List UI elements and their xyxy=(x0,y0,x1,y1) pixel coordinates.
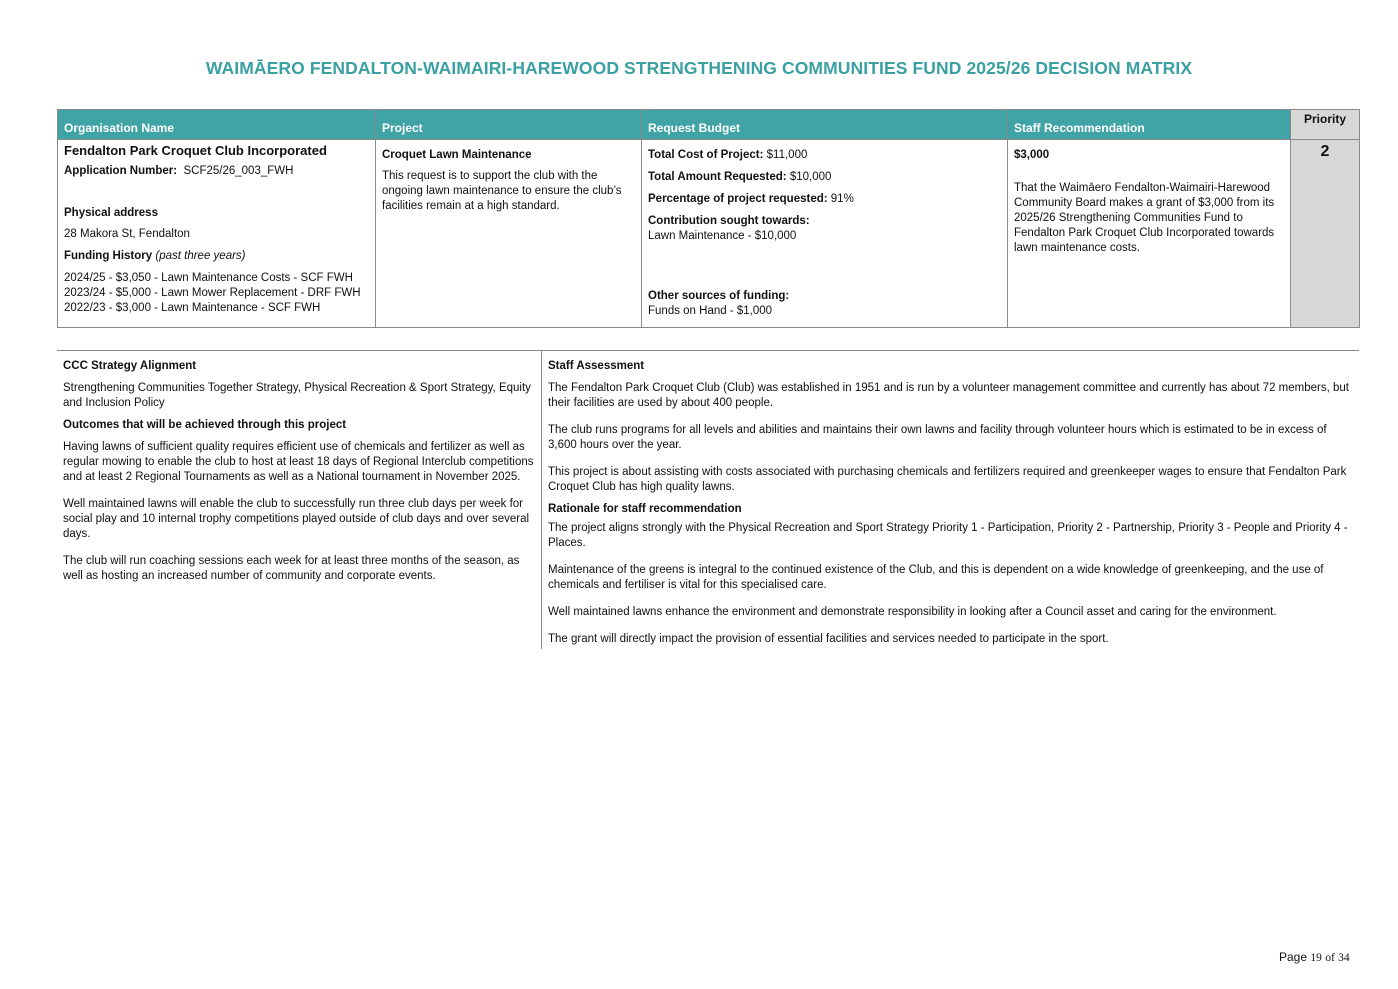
physical-address-value: 28 Makora St, Fendalton xyxy=(64,228,190,240)
outcomes-heading: Outcomes that will be achieved through this project xyxy=(63,419,347,431)
amount-requested-label: Total Amount Requested: xyxy=(648,171,787,183)
total-cost-label: Total Cost of Project: xyxy=(648,149,764,161)
funding-history-label: Funding History xyxy=(64,250,153,262)
assessment-paragraph: This project is about assisting with costs associated with purchasing chemicals and fertilizers required and greenkeeper wages to ensure that Fendalton Park Croquet Club has high quality lawns. xyxy=(548,466,1347,493)
assessment-section xyxy=(57,350,1359,649)
table-row xyxy=(58,140,1360,328)
organisation-name: Fendalton Park Croquet Club Incorporated xyxy=(64,143,327,158)
recommendation-cell xyxy=(1008,140,1291,328)
rationale-paragraph: Maintenance of the greens is integral to the continued existence of the Club, and this is dependent on a wide knowledge of greenkeeping, and the use of chemicals and fertiliser is vital for this specialised care. xyxy=(548,564,1324,591)
strategy-text: Strengthening Communities Together Strategy, Physical Recreation & Sport Strategy, Equity and Inclusion Policy xyxy=(63,382,531,409)
rationale-paragraph: Well maintained lawns enhance the environment and demonstrate responsibility in looking after a Council asset and caring for the environment. xyxy=(548,606,1277,618)
total-cost-value: $11,000 xyxy=(766,149,808,161)
funding-history-item: 2024/25 - $3,050 - Lawn Maintenance Costs - SCF FWH xyxy=(64,272,353,284)
recommendation-amount: $3,000 xyxy=(1014,149,1050,161)
outcome-paragraph: Well maintained lawns will enable the club to successfully run three club days per week for social play and 10 internal trophy competitions played outside of club days and over several days. xyxy=(63,498,530,540)
assessment-paragraph: The club runs programs for all levels and abilities and maintains their own lawns and facility through volunteer hours which is estimated to be in excess of 3,600 hours over the year. xyxy=(548,424,1327,451)
physical-address-label: Physical address xyxy=(64,207,158,219)
organisation-cell xyxy=(58,140,376,328)
page-number xyxy=(1279,950,1350,964)
recommendation-text: That the Waimāero Fendalton-Waimairi-Harewood Community Board makes a grant of $3,000 from its 2025/26 Strengthening Communities Fund to Fendalton Park Croquet Club Incorporated towards lawn maintenance costs. xyxy=(1014,182,1275,254)
header-recommendation: Staff Recommendation xyxy=(1008,110,1291,140)
header-project: Project xyxy=(376,110,642,140)
outcome-paragraph: The club will run coaching sessions each week for at least three months of the season, as well as hosting an increased number of community and corporate events. xyxy=(63,555,520,582)
project-cell xyxy=(376,140,642,328)
other-funding-label: Other sources of funding: xyxy=(648,290,790,302)
strategy-column xyxy=(63,359,537,596)
staff-assessment-heading: Staff Assessment xyxy=(548,360,645,372)
page-of: of xyxy=(1325,952,1335,964)
rationale-paragraph: The project aligns strongly with the Physical Recreation and Sport Strategy Priority 1 - Participation, Priority 2 - Partnership, Priority 3 - People and Priority 4 - Places. xyxy=(548,522,1348,549)
application-number-label: Application Number: xyxy=(64,165,178,177)
funding-history-item: 2022/23 - $3,000 - Lawn Maintenance - SCF FWH xyxy=(64,302,321,314)
table-header-row xyxy=(58,110,1360,140)
other-funding-value: Funds on Hand - $1,000 xyxy=(648,305,773,317)
percentage-label: Percentage of project requested: xyxy=(648,193,828,205)
header-budget: Request Budget xyxy=(642,110,1008,140)
rationale-heading: Rationale for staff recommendation xyxy=(548,503,742,515)
header-organisation: Organisation Name xyxy=(58,110,376,140)
contribution-value: Lawn Maintenance - $10,000 xyxy=(648,230,797,242)
strategy-heading: CCC Strategy Alignment xyxy=(63,360,197,372)
project-description: This request is to support the club with the ongoing lawn maintenance to ensure the club’s facilities remain at a high standard. xyxy=(382,170,622,212)
application-number-value: SCF25/26_003_FWH xyxy=(183,165,294,177)
amount-requested-value: $10,000 xyxy=(789,171,832,183)
page-total: 34 xyxy=(1338,952,1350,964)
assessment-paragraph: The Fendalton Park Croquet Club (Club) was established in 1951 and is run by a volunteer management committee and currently has about 72 members, but their facilities are used by about 400 people. xyxy=(548,382,1349,409)
percentage-value: 91% xyxy=(830,193,854,205)
page-title: WAIMĀERO FENDALTON-WAIMAIRI-HAREWOOD STRENGTHENING COMMUNITIES FUND 2025/26 DECISION MATRIX xyxy=(205,58,1193,78)
contribution-label: Contribution sought towards: xyxy=(648,215,810,227)
page-label: Page xyxy=(1279,950,1308,964)
budget-cell xyxy=(642,140,1008,328)
decision-matrix-table xyxy=(57,109,1360,328)
header-priority: Priority xyxy=(1291,110,1360,140)
staff-assessment-column xyxy=(548,359,1356,659)
funding-history-subtitle: (past three years) xyxy=(155,250,246,262)
column-divider xyxy=(541,351,542,649)
outcome-paragraph: Having lawns of sufficient quality requires efficient use of chemicals and fertilizer as well as regular mowing to enable the club to host at least 18 days of Regional Interclub competitions and at least 2 Regional Tournaments as well as a National tournament in November 2025. xyxy=(63,441,534,483)
rationale-paragraph: The grant will directly impact the provision of essential facilities and services needed to participate in the sport. xyxy=(548,633,1109,645)
funding-history-item: 2023/24 - $5,000 - Lawn Mower Replacement - DRF FWH xyxy=(64,287,361,299)
project-name: Croquet Lawn Maintenance xyxy=(382,149,532,161)
priority-value: 2 xyxy=(1291,140,1360,328)
page-current: 19 xyxy=(1310,952,1322,964)
